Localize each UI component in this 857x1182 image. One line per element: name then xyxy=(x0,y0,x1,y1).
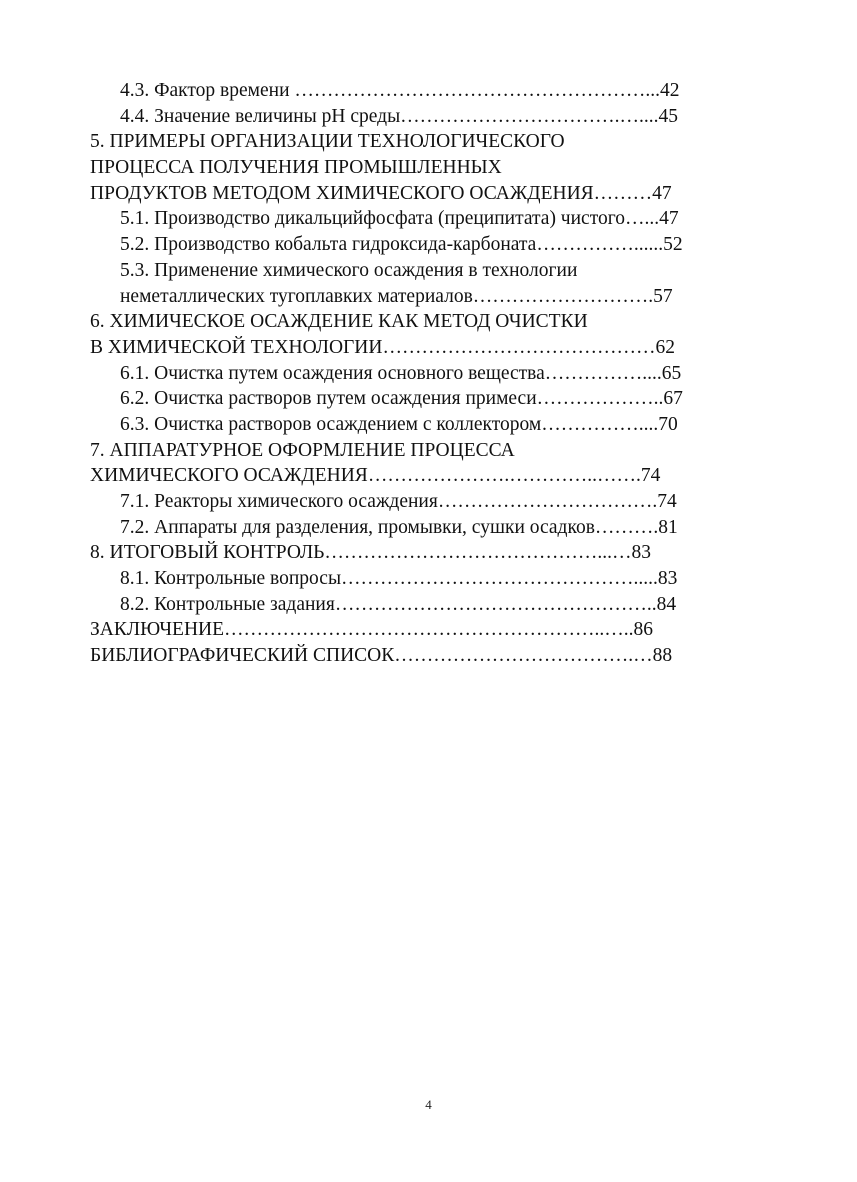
toc-entry-4-4: 4.4. Значение величины pH среды…………………………….…....45 xyxy=(120,105,679,127)
page-number: 4 xyxy=(425,1097,432,1112)
toc-entry-5-3-line-1: 5.3. Применение химического осаждения в технологии xyxy=(120,259,578,281)
toc-entry-5-line-1: 5. ПРИМЕРЫ ОРГАНИЗАЦИИ ТЕХНОЛОГИЧЕСКОГО xyxy=(90,131,565,153)
toc-entry-5-line-2: ПРОЦЕССА ПОЛУЧЕНИЯ ПРОМЫШЛЕННЫХ xyxy=(90,157,502,179)
toc-entry-5-1: 5.1. Производство дикальцийфосфата (преципитата) чистого…...47 xyxy=(120,208,679,230)
toc-entry-6-2: 6.2. Очистка растворов путем осаждения примеси………………..67 xyxy=(120,388,683,410)
toc-entry-6-3: 6.3. Очистка растворов осаждением с коллектором……………....70 xyxy=(120,413,678,435)
toc-entry-conclusion: ЗАКЛЮЧЕНИЕ…………………………………………………..…..86 xyxy=(90,619,654,641)
toc-entry-6-line-2: В ХИМИЧЕСКОЙ ТЕХНОЛОГИИ……………………………………62 xyxy=(90,336,675,358)
toc-entry-5-3-line-2: неметаллических тугоплавких материалов……………………….57 xyxy=(120,285,673,307)
toc-entry-bibliography: БИБЛИОГРАФИЧЕСКИЙ СПИСОК……………………………….…88 xyxy=(90,645,673,667)
toc-entry-5-2: 5.2. Производство кобальта гидроксида-карбоната……………......52 xyxy=(120,234,683,256)
toc-entry-4-3: 4.3. Фактор времени ………………………………………………...42 xyxy=(120,80,680,101)
toc-entry-7-line-1: 7. АППАРАТУРНОЕ ОФОРМЛЕНИЕ ПРОЦЕССА xyxy=(90,439,515,461)
toc-entry-8: 8. ИТОГОВЫЙ КОНТРОЛЬ……………………………………...…83 xyxy=(90,542,651,564)
toc-entry-6-1: 6.1. Очистка путем осаждения основного вещества……………....65 xyxy=(120,362,682,384)
toc-entry-8-2: 8.2. Контрольные задания…………………………………………..84 xyxy=(120,593,677,615)
toc-entry-7-1: 7.1. Реакторы химического осаждения…………………………….74 xyxy=(120,491,677,512)
toc-entry-7-2: 7.2. Аппараты для разделения, промывки, сушки осадков……….81 xyxy=(120,516,678,538)
toc-entry-5-line-3: ПРОДУКТОВ МЕТОДОМ ХИМИЧЕСКОГО ОСАЖДЕНИЯ………47 xyxy=(90,182,672,204)
toc-entry-8-1: 8.1. Контрольные вопросы……………………………………….....83 xyxy=(120,568,678,590)
toc-entry-6-line-1: 6. ХИМИЧЕСКОЕ ОСАЖДЕНИЕ КАК МЕТОД ОЧИСТКИ xyxy=(90,311,588,333)
table-of-contents xyxy=(90,78,766,669)
toc-entry-7-line-2: ХИМИЧЕСКОГО ОСАЖДЕНИЯ………………….…………..…….74 xyxy=(90,465,661,487)
